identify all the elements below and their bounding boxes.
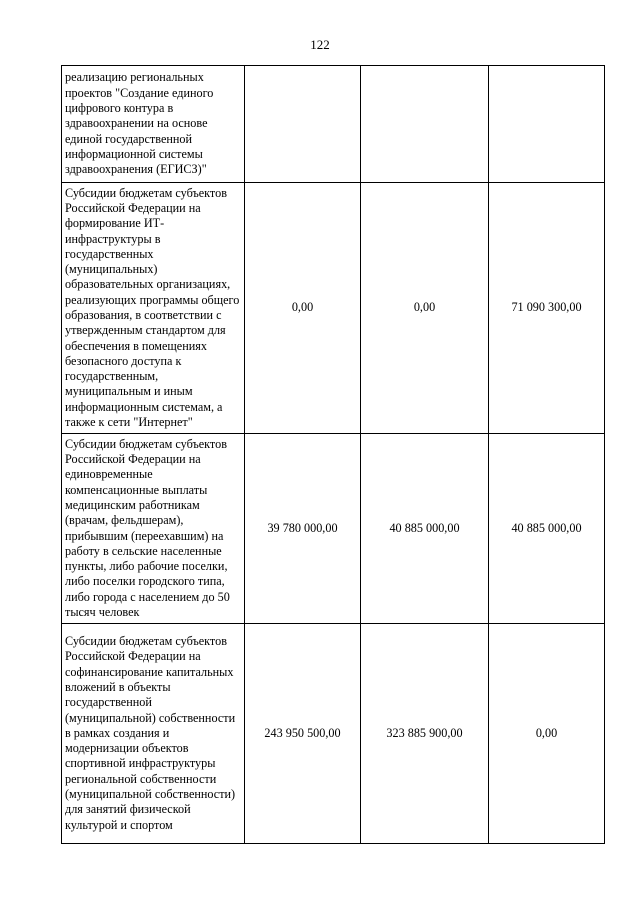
row-description: Субсидии бюджетам субъектов Российской Федерации на формирование ИТ-инфраструктуры в государственных (муниципальных) образовательных организациях, реализующих программы общего образования, в соответствии с утвержденным стандартом для обеспечения в помещениях безопасного доступа к государственным, муниципальным и иным информационным системам, а также к сети "Интернет" — [62, 183, 245, 434]
value-cell: 40 885 000,00 — [361, 434, 489, 624]
row-description: Субсидии бюджетам субъектов Российской Федерации на единовременные компенсационные выплаты медицинским работникам (врачам, фельдшерам), прибывшим (переехавшим) на работу в сельские населенные пункты, либо рабочие поселки, либо поселки городского типа, либо города с населением до 50 тысяч человек — [62, 434, 245, 624]
table-row — [62, 66, 605, 183]
value-cell: 0,00 — [489, 624, 605, 844]
value-cell: 243 950 500,00 — [245, 624, 361, 844]
value-cell: 71 090 300,00 — [489, 183, 605, 434]
table-row — [62, 434, 605, 624]
value-cell: 323 885 900,00 — [361, 624, 489, 844]
value-cell: 40 885 000,00 — [489, 434, 605, 624]
value-cell — [361, 66, 489, 183]
value-cell: 0,00 — [361, 183, 489, 434]
value-cell — [489, 66, 605, 183]
value-cell: 39 780 000,00 — [245, 434, 361, 624]
value-cell: 0,00 — [245, 183, 361, 434]
row-description: реализацию региональных проектов "Создание единого цифрового контура в здравоохранении на основе единой государственной информационной системы здравоохранения (ЕГИСЗ)" — [62, 66, 245, 183]
page-number: 122 — [310, 37, 330, 52]
row-description: Субсидии бюджетам субъектов Российской Федерации на софинансирование капитальных вложений в объекты государственной (муниципальной) собственности в рамках создания и модернизации объектов спортивной инфраструктуры региональной собственности (муниципальной собственности) для занятий физической культурой и спортом — [62, 624, 245, 844]
budget-table — [61, 65, 605, 844]
table-row — [62, 183, 605, 434]
table-row — [62, 624, 605, 844]
value-cell — [245, 66, 361, 183]
